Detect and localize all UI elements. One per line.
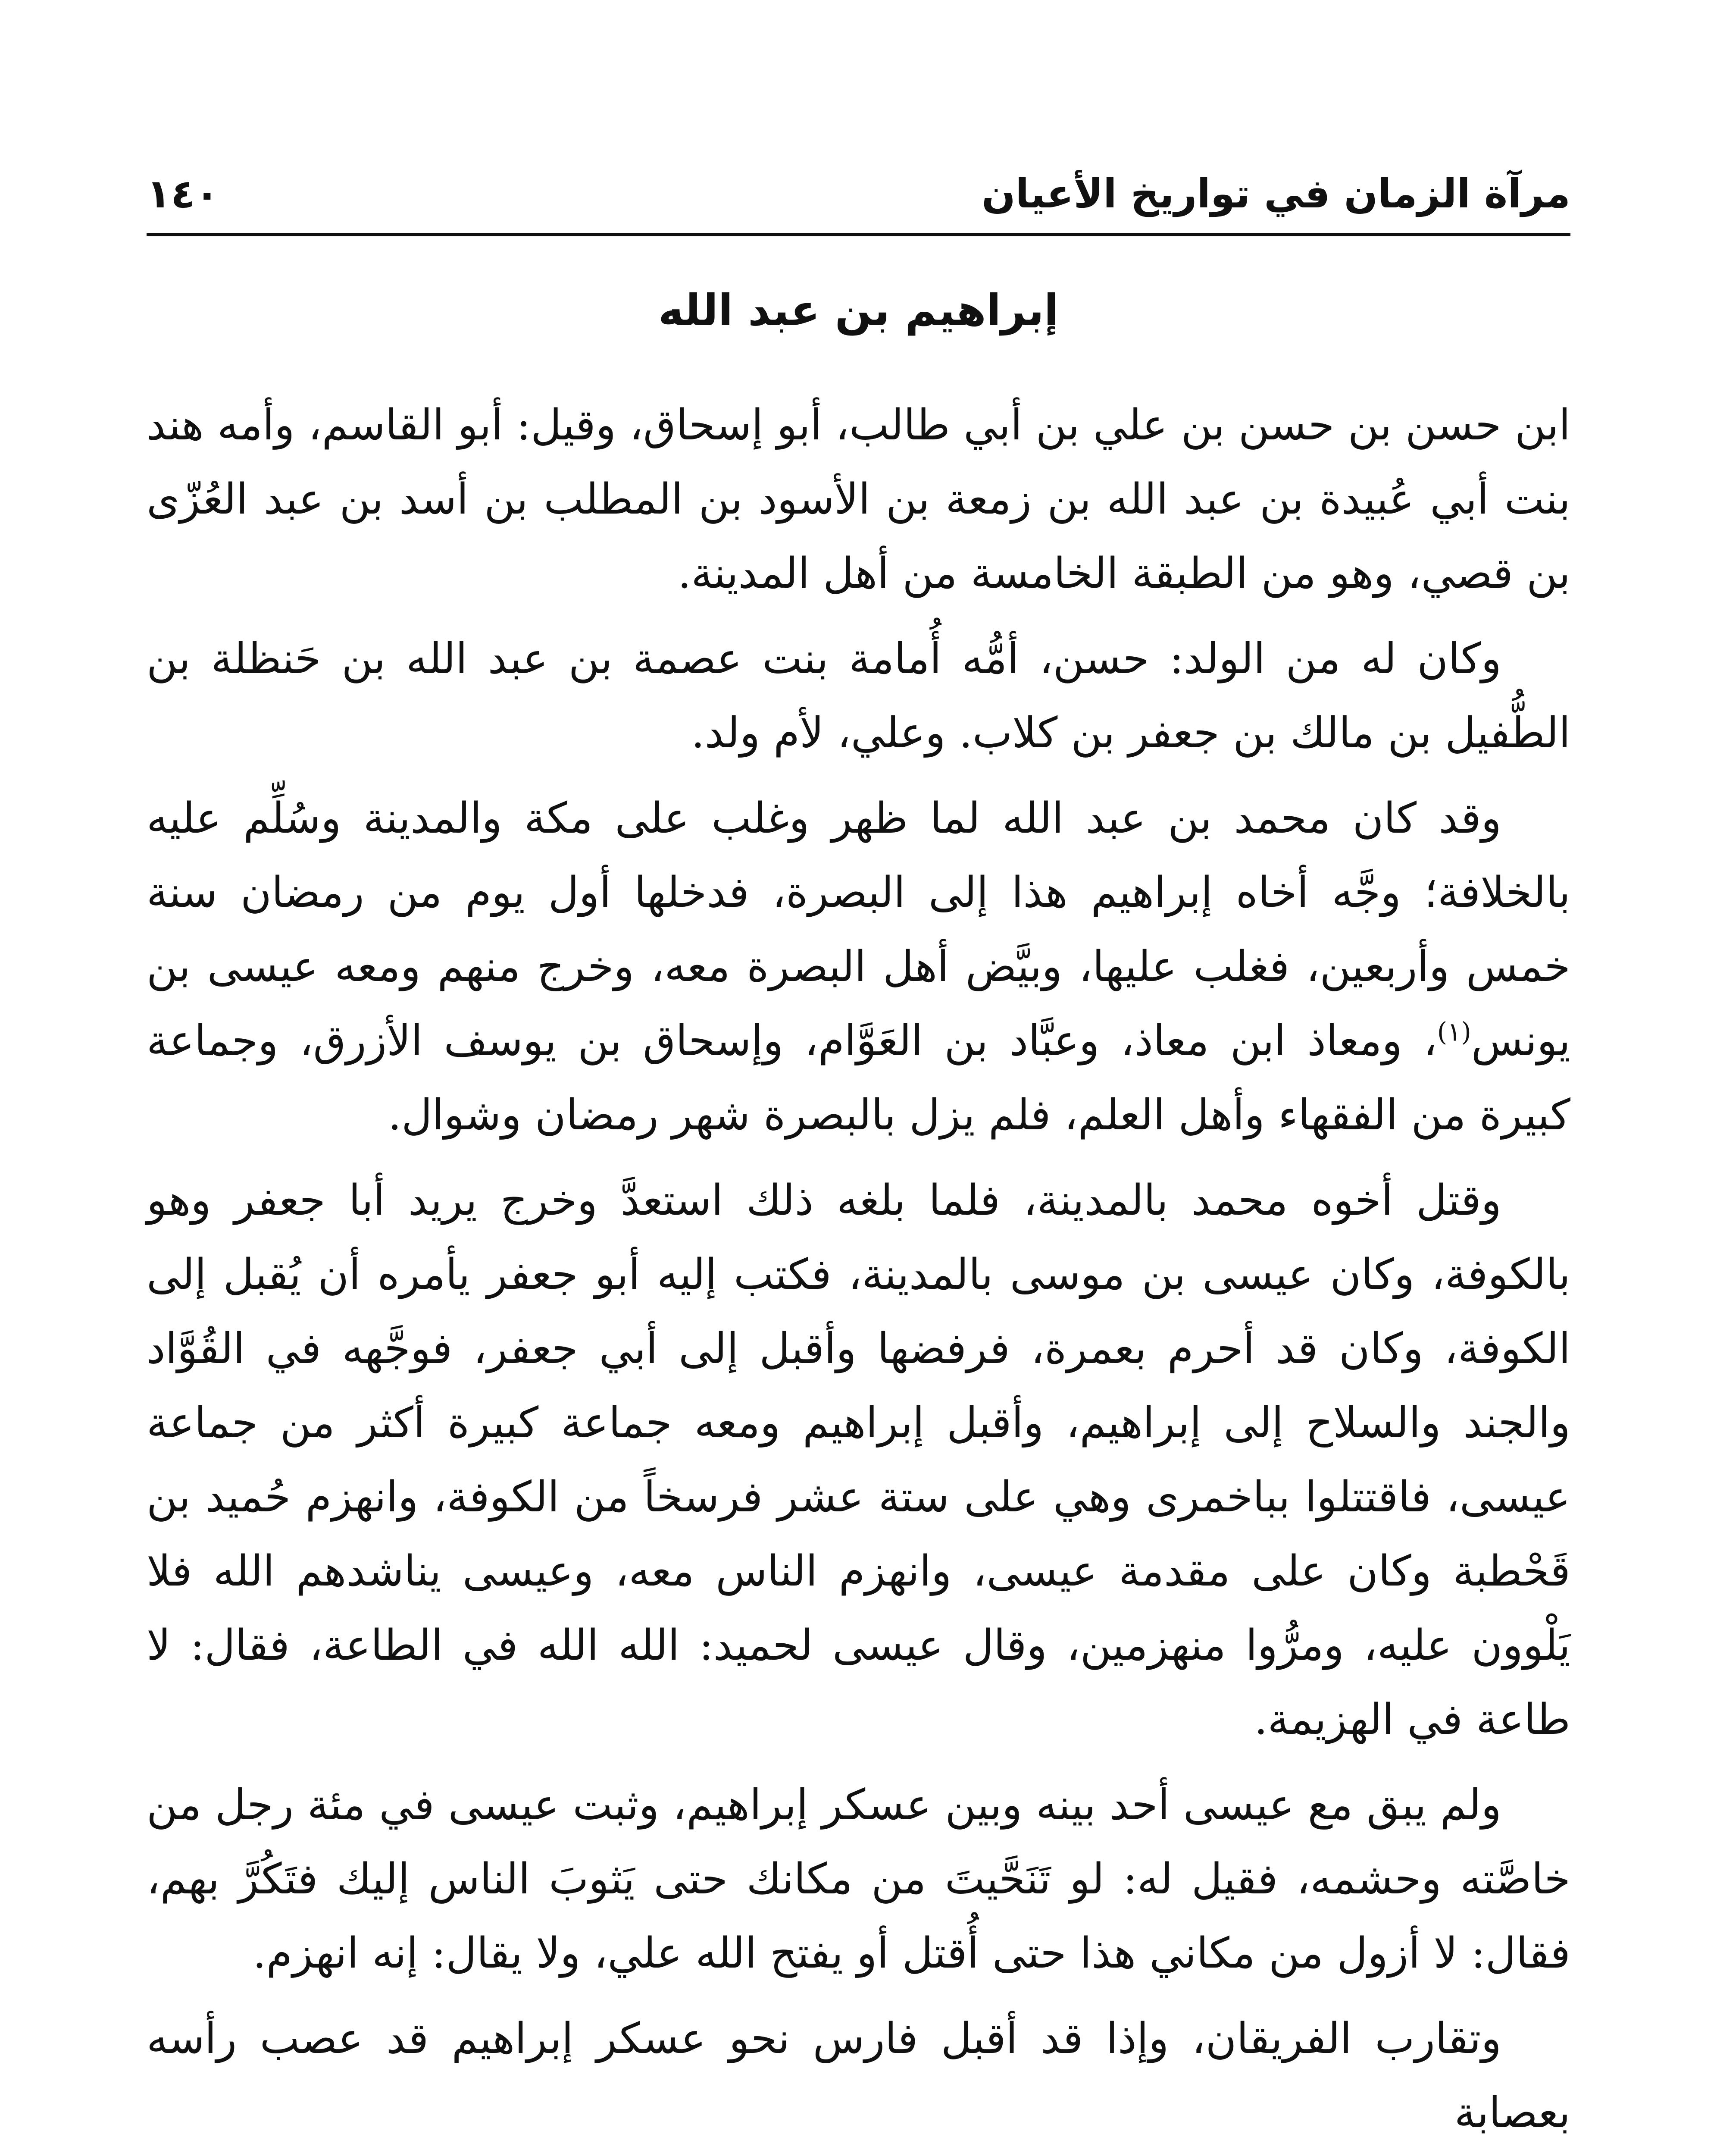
paragraph: ابن حسن بن حسن بن علي بن أبي طالب، أبو إسحاق، وقيل: أبو القاسم، وأمه هند بنت أبي عُبيدة بن عبد الله بن زمعة بن الأسود بن المطلب بن أسد بن عبد العُزّى بن قصي، وهو من الطبقة الخامسة من أهل المدينة. [147,401,1570,598]
paragraph: وتقارب الفريقان، وإذا قد أقبل فارس نحو عسكر إبراهيم قد عصب رأسه بعصابة [147,2014,1570,2137]
paragraph [147,781,1570,1152]
paragraph: ولم يبق مع عيسى أحد بينه وبين عسكر إبراهيم، وثبت عيسى في مئة رجل من خاصَّته وحشمه، فقيل له: لو تَنَحَّيتَ من مكانك حتى يَثوبَ الناس إليك فتَكُرَّ بهم، فقال: لا أزول من مكاني هذا حتى أُقتل أو يفتح الله علي، ولا يقال: إنه انهزم. [147,1780,1570,1978]
section-title: إبراهيم بن عبد الله [658,285,1059,335]
page-number: ١٤٠ [147,171,219,217]
paragraph: وكان له من الولد: حسن، أمُّه أُمامة بنت عصمة بن عبد الله بن حَنظلة بن الطُّفيل بن مالك بن جعفر بن كلاب. وعلي، لأم ولد. [147,634,1570,758]
footnote-reference[interactable]: (١) [1437,1017,1471,1047]
main-text [147,388,1570,2156]
paragraph-text: وقد كان محمد بن عبد الله لما ظهر وغلب على مكة والمدينة وسُلِّم عليه بالخلافة؛ وجَّه أخاه إبراهيم هذا إلى البصرة، فدخلها أول يوم من رمضان سنة خمس وأربعين، فغلب عليها، وبيَّض أهل البصرة معه، وخرج منهم ومعه عيسى بن يونس [147,794,1570,1065]
running-title: مرآة الزمان في تواريخ الأعيان [982,171,1570,217]
page-header [147,155,1570,236]
paragraph-text: ، ومعاذ ابن معاذ، وعبَّاد بن العَوَّام، وإسحاق بن يوسف الأزرق، وجماعة كبيرة من الفقهاء وأهل العلم، فلم يزل بالبصرة شهر رمضان وشوال. [147,1016,1570,1140]
paragraph: وقتل أخوه محمد بالمدينة، فلما بلغه ذلك استعدَّ وخرج يريد أبا جعفر وهو بالكوفة، وكان عيسى بن موسى بالمدينة، فكتب إليه أبو جعفر يأمره أن يُقبل إلى الكوفة، وكان قد أحرم بعمرة، فرفضها وأقبل إلى أبي جعفر، فوجَّهه في القُوَّاد والجند والسلاح إلى إبراهيم، وأقبل إبراهيم ومعه جماعة كبيرة أكثر من جماعة عيسى، فاقتتلوا بباخمرى وهي على ستة عشر فرسخاً من الكوفة، وانهزم حُميد بن قَحْطبة وكان على مقدمة عيسى، وانهزم الناس معه، وعيسى يناشدهم الله فلا يَلْوون عليه، ومرُّوا منهزمين، وقال عيسى لحميد: الله الله في الطاعة، فقال: لا طاعة في الهزيمة. [147,1176,1570,1744]
